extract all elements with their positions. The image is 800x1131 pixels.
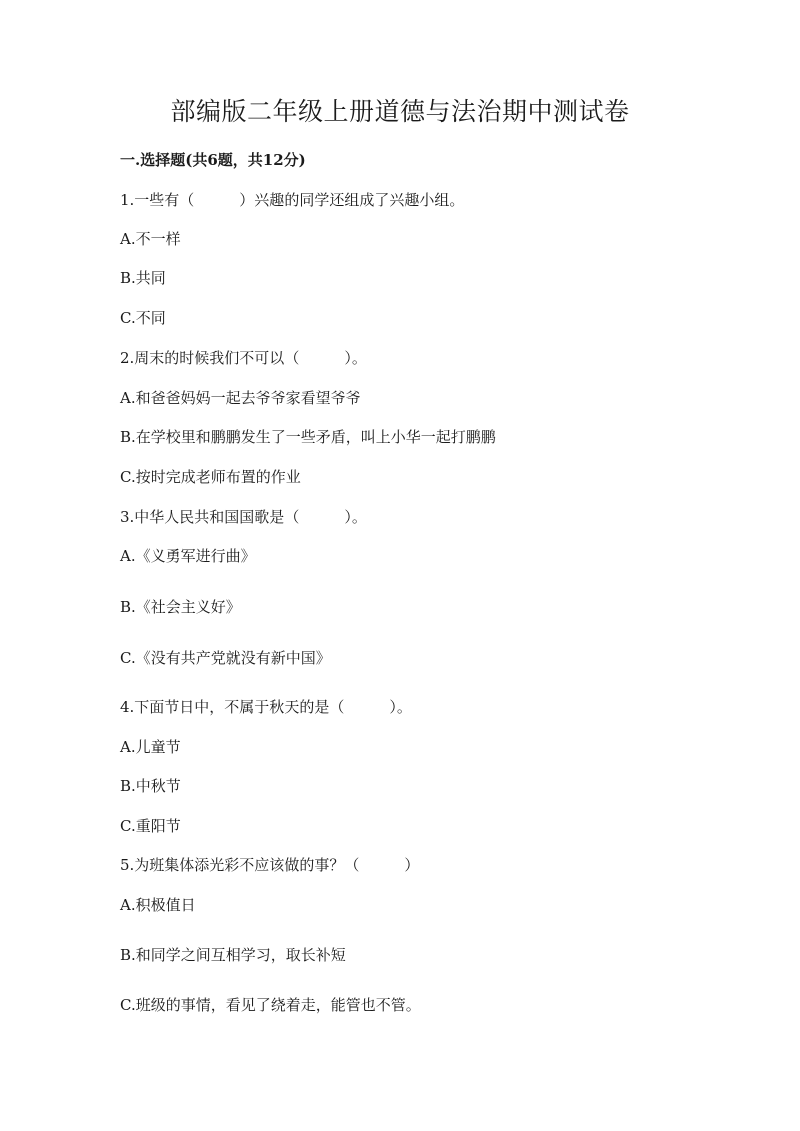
- question-1-option-c: C.不同: [120, 309, 166, 327]
- question-5-stem: 5.为班集体添光彩不应该做的事？（ ）: [120, 856, 420, 874]
- question-2-stem: 2.周末的时候我们不可以（ ）。: [120, 349, 367, 367]
- question-2-option-c: C.按时完成老师布置的作业: [120, 468, 301, 486]
- question-3-stem: 3.中华人民共和国国歌是（ ）。: [120, 508, 367, 526]
- question-2-option-b: B.在学校里和鹏鹏发生了一些矛盾，叫上小华一起打鹏鹏: [120, 428, 496, 446]
- question-2-option-a: A.和爸爸妈妈一起去爷爷家看望爷爷: [120, 389, 361, 407]
- section-heading: 一.选择题(共6题，共12分): [120, 151, 306, 169]
- question-4-option-a: A.儿童节: [120, 738, 181, 756]
- question-4-option-b: B.中秋节: [120, 777, 181, 795]
- page-title: 部编版二年级上册道德与法治期中测试卷: [170, 97, 630, 126]
- question-5-option-b: B.和同学之间互相学习，取长补短: [120, 946, 346, 964]
- question-3-option-b: B.《社会主义好》: [120, 598, 241, 616]
- question-1-option-a: A.不一样: [120, 230, 181, 248]
- question-5-option-a: A.积极值日: [120, 896, 196, 914]
- question-4-option-c: C.重阳节: [120, 817, 181, 835]
- question-1-stem: 1.一些有（ ）兴趣的同学还组成了兴趣小组。: [120, 191, 465, 209]
- question-3-option-a: A.《义勇军进行曲》: [120, 547, 256, 565]
- question-3-option-c: C.《没有共产党就没有新中国》: [120, 649, 331, 667]
- question-1-option-b: B.共同: [120, 269, 166, 287]
- question-5-option-c: C.班级的事情，看见了绕着走，能管也不管。: [120, 996, 421, 1014]
- question-4-stem: 4.下面节日中，不属于秋天的是（ ）。: [120, 698, 412, 716]
